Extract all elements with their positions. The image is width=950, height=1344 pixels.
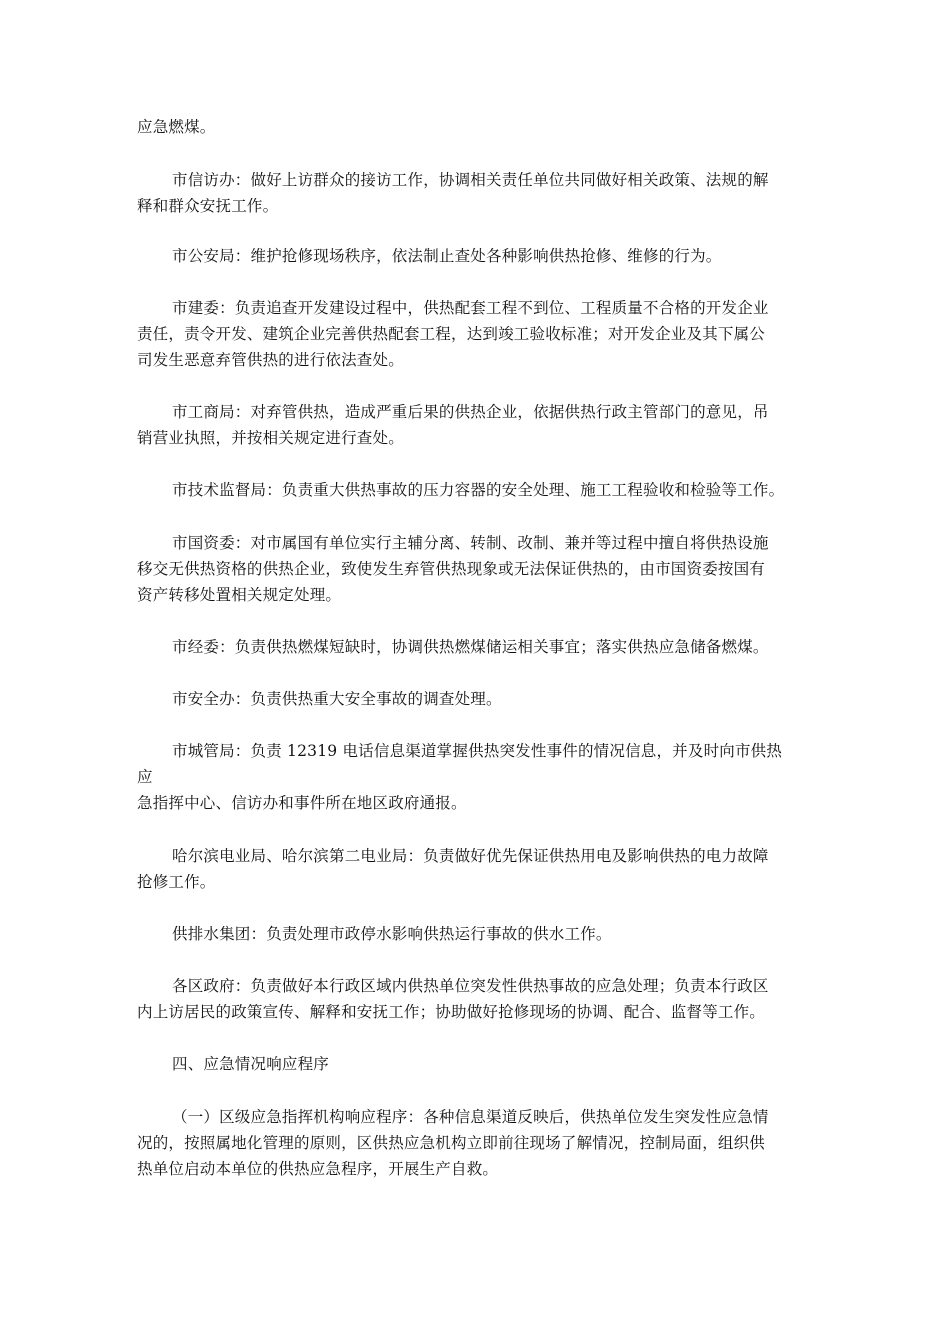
text-line: 销营业执照，并按相关规定进行查处。 bbox=[137, 429, 404, 447]
text-line: 况的，按照属地化管理的原则，区供热应急机构立即前往现场了解情况，控制局面，组织供 bbox=[137, 1134, 766, 1152]
text-line: 移交无供热资格的供热企业，致使发生弃管供热现象或无法保证供热的，由市国资委按国有 bbox=[137, 560, 766, 578]
section-heading: 四、应急情况响应程序 bbox=[172, 1055, 330, 1073]
text-line: 供排水集团：负责处理市政停水影响供热运行事故的供水工作。 bbox=[172, 925, 612, 943]
text-line: 哈尔滨电业局、哈尔滨第二电业局：负责做好优先保证供热用电及影响供热的电力故障 bbox=[172, 847, 769, 865]
text-line: 市工商局：对弃管供热，造成严重后果的供热企业，依据供热行政主管部门的意见，吊 bbox=[172, 403, 769, 421]
text-line: （一）区级应急指挥机构响应程序：各种信息渠道反映后，供热单位发生突发性应急情 bbox=[172, 1108, 769, 1126]
text-line: 市建委：负责追查开发建设过程中，供热配套工程不到位、工程质量不合格的开发企业 bbox=[172, 299, 769, 317]
text-line: 热单位启动本单位的供热应急程序，开展生产自救。 bbox=[137, 1160, 499, 1178]
text-line: 急指挥中心、信访办和事件所在地区政府通报。 bbox=[137, 794, 467, 812]
text-line: 责任，责令开发、建筑企业完善供热配套工程，达到竣工验收标准；对开发企业及其下属公 bbox=[137, 325, 766, 343]
text-line: 内上访居民的政策宣传、解释和安抚工作；协助做好抢修现场的协调、配合、监督等工作。 bbox=[137, 1003, 766, 1021]
text-line: 市城管局：负责 12319 电话信息渠道掌握供热突发性事件的情况信息，并及时向市供热 bbox=[172, 742, 783, 760]
text-line: 资产转移处置相关规定处理。 bbox=[137, 586, 342, 604]
text-line: 应 bbox=[137, 768, 153, 786]
text-line: 释和群众安抚工作。 bbox=[137, 197, 279, 215]
text-line: 市信访办：做好上访群众的接访工作，协调相关责任单位共同做好相关政策、法规的解 bbox=[172, 171, 769, 189]
text-line: 市国资委：对市属国有单位实行主辅分离、转制、改制、兼并等过程中擅自将供热设施 bbox=[172, 534, 769, 552]
text-line: 抢修工作。 bbox=[137, 873, 216, 891]
text-line: 司发生恶意弃管供热的进行依法查处。 bbox=[137, 351, 404, 369]
text-line: 市技术监督局：负责重大供热事故的压力容器的安全处理、施工工程验收和检验等工作。 bbox=[172, 481, 785, 499]
text-line: 市安全办：负责供热重大安全事故的调查处理。 bbox=[172, 690, 502, 708]
text-line: 市经委：负责供热燃煤短缺时，协调供热燃煤储运相关事宜；落实供热应急储备燃煤。 bbox=[172, 638, 769, 656]
text-line: 市公安局：维护抢修现场秩序，依法制止查处各种影响供热抢修、维修的行为。 bbox=[172, 247, 722, 265]
text-line: 各区政府：负责做好本行政区域内供热单位突发性供热事故的应急处理；负责本行政区 bbox=[172, 977, 769, 995]
text-line: 应急燃煤。 bbox=[137, 118, 216, 136]
